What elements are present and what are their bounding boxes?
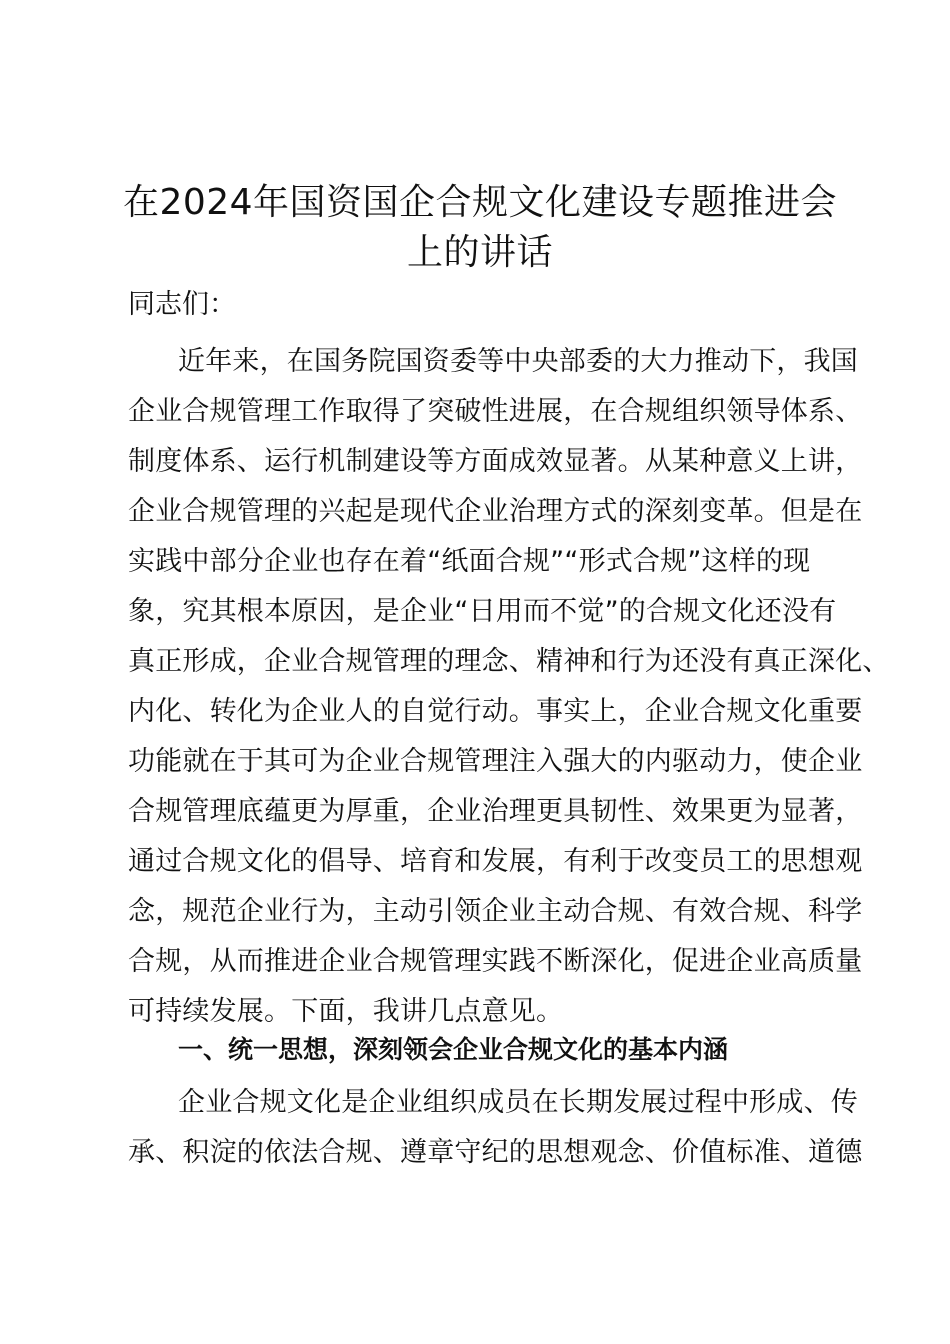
paragraph-line: 企业合规管理的兴起是现代企业治理方式的深刻变革。但是在 [128, 496, 863, 527]
paragraph-line: 可持续发展。下面，我讲几点意见。 [128, 996, 564, 1027]
paragraph-line: 企业合规管理工作取得了突破性进展，在合规组织领导体系、 [128, 396, 863, 427]
paragraph-line: 通过合规文化的倡导、培育和发展，有利于改变员工的思想观 [128, 846, 863, 877]
title-line-2: 上的讲话 [406, 232, 553, 273]
paragraph-line: 合规，从而推进企业合规管理实践不断深化，促进企业高质量 [128, 946, 863, 977]
paragraph-line: 合规管理底蕴更为厚重，企业治理更具韧性、效果更为显著， [128, 796, 863, 827]
title-line-1: 在2024年国资国企合规文化建设专题推进会 [122, 182, 838, 223]
paragraph-line: 近年来，在国务院国资委等中央部委的大力推动下，我国 [178, 346, 858, 377]
document-title [110, 178, 850, 278]
greeting: 同志们： [128, 289, 236, 320]
paragraph-line: 内化、转化为企业人的自觉行动。事实上，企业合规文化重要 [128, 696, 863, 727]
paragraph-line: 念，规范企业行为，主动引领企业主动合规、有效合规、科学 [128, 896, 863, 927]
paragraph-line: 制度体系、运行机制建设等方面成效显著。从某种意义上讲， [128, 446, 863, 477]
paragraph-2 [128, 1078, 863, 1178]
paragraph-line: 承、积淀的依法合规、遵章守纪的思想观念、价值标准、道德 [128, 1137, 863, 1168]
paragraph-line: 功能就在于其可为企业合规管理注入强大的内驱动力，使企业 [128, 746, 863, 777]
paragraph-line: 实践中部分企业也存在着“纸面合规”“形式合规”这样的现 [128, 546, 811, 577]
section-1-heading: 一、统一思想，深刻领会企业合规文化的基本内涵 [178, 1035, 729, 1064]
paragraph-line: 企业合规文化是企业组织成员在长期发展过程中形成、传 [178, 1087, 858, 1118]
paragraph-line: 真正形成，企业合规管理的理念、精神和行为还没有真正深化、 [128, 646, 890, 677]
paragraph-line: 象，究其根本原因，是企业“日用而不觉”的合规文化还没有 [128, 596, 837, 627]
paragraph-1 [128, 337, 890, 1037]
